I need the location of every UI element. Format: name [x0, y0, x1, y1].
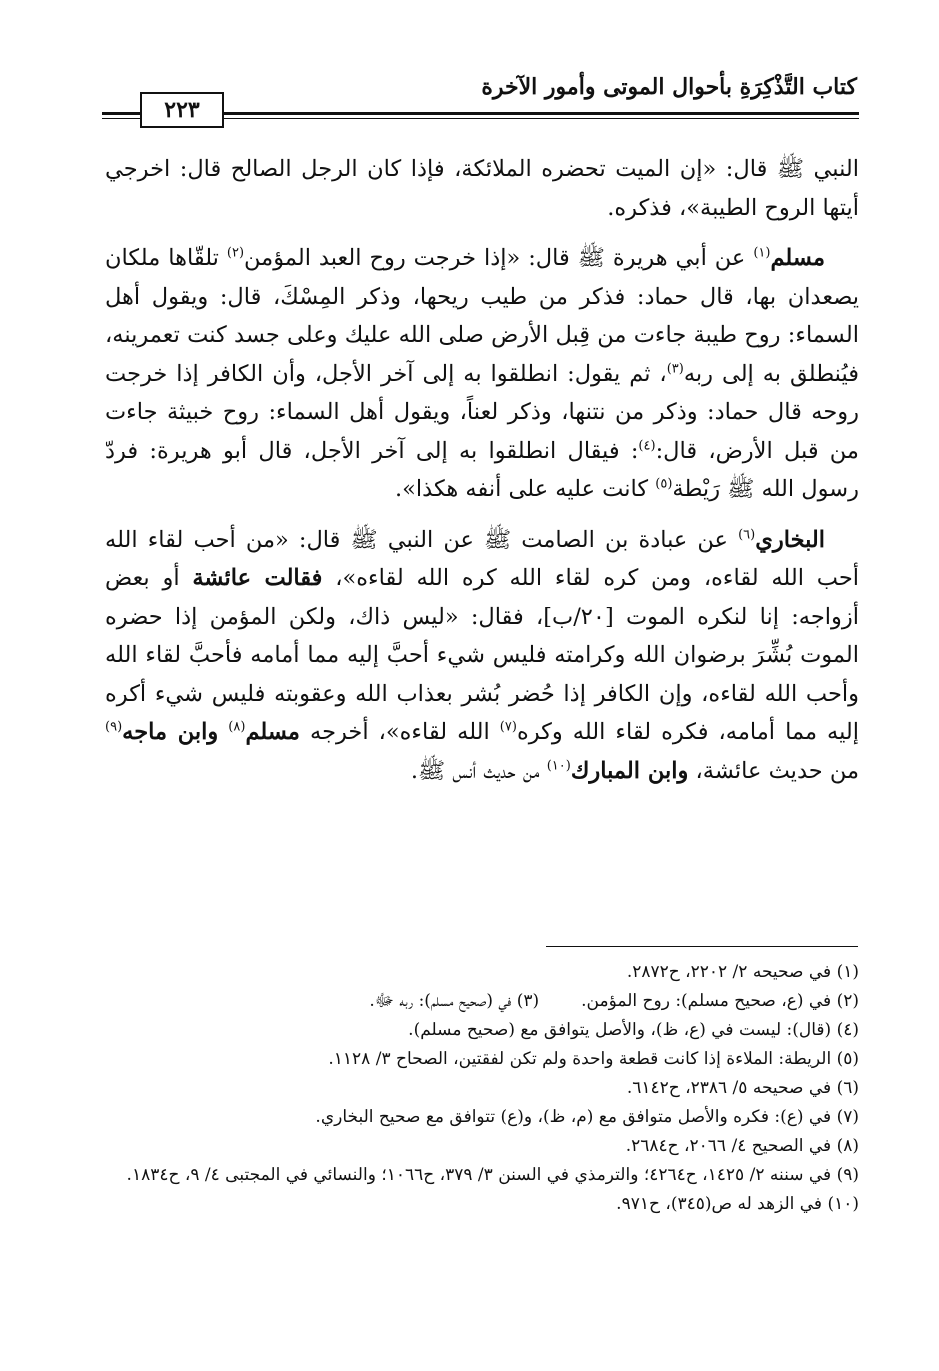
- footnote-7: (٧) في (ع): فكره والأصل متوافق مع (م، ظ)، و(ع) تتوافق مع صحيح البخاري.: [315, 1107, 859, 1127]
- footnote-ref-10: (١٠): [546, 758, 571, 773]
- footnote-ref-7: (٧): [499, 719, 517, 735]
- footnote-9: (٩) في سننه ٢/ ١٤٢٥، ح٤٢٦٤؛ والترمذي في السنن ٣/ ٣٧٩، ح١٠٦٦؛ والنسائي في المجتبى ٤/ ٩، ح١٨٣٤.: [126, 1165, 859, 1185]
- paragraph-1-text: النبي ﷺ قال: «إن الميت تحضره الملائكة، فإذا كان الرجل الصالح قال: اخرجي أيتها الروح الطيبة»، فذكره.: [105, 156, 859, 221]
- footnote-8: (٨) في الصحيح ٤/ ٢٠٦٦، ح٢٦٨٤.: [625, 1136, 859, 1156]
- paragraph-2-text-a: عن أبي هريرة ﷺ قال: «إذا خرجت روح العبد المؤمن: [244, 245, 754, 271]
- paragraph-2: [105, 239, 859, 509]
- footnote-ref-9: (٩): [105, 719, 123, 735]
- main-text: [105, 150, 859, 802]
- footnote-ref-5: (٥): [655, 476, 673, 492]
- footnote-4: (٤) (قال): ليست في (ع، ظ)، والأصل يتوافق مع (صحيح مسلم).: [408, 1020, 859, 1040]
- paragraph-3-text-f: من حديث أنس ﷺ.: [410, 757, 547, 784]
- footnote-5: (٥) الريطة: الملاءة إذا كانت قطعة واحدة ولم تكن لفقتين، الصحاح ٣/ ١١٢٨.: [328, 1049, 859, 1069]
- paragraph-2-text-d: : فيقال انطلقوا به إلى آخر الأجل، قال أبو هريرة: فردّ رسول الله ﷺ رَيْطة: [105, 437, 859, 502]
- paragraph-3-text-e: من حديث عائشة،: [688, 757, 859, 784]
- source-muslim: مسلم: [770, 245, 826, 271]
- footnote-ref-4: (٤): [638, 438, 656, 453]
- footnote-ref-6: (٦): [738, 527, 756, 542]
- paragraph-3-text-b: أو بعض أزواجه: إنا لنكره الموت [٢٠/ب]، فقال: «ليس ذاك، ولكن المؤمن إذا حضره الموت بُشِّرَ برضوان الله وكرامته فليس شيء أحبَّ إليه مما أمامه فأحبَّ لقاء الله وأحب الله لقاءه، وإن الكافر إذا حُضر بُشر بعذاب الله وعقوبته فليس شيء أكره إليه مما أمامه، فكره لقاء الله وكره: [105, 565, 860, 745]
- paragraph-2-text-e: كانت عليه على أنفه هكذا».: [394, 476, 656, 502]
- footnote-ref-8: (٨): [228, 719, 246, 735]
- source-bukhari: البخاري: [755, 526, 825, 553]
- paragraph-2-text-b: تلقّاها ملكان يصعدان بها، قال حماد: فذكر من طيب ريحها، وذكر المِسْكَ، قال: ويقول أهل السماء: روح طيبة جاءت من قِبل الأرض صلى الله عليك وعلى جسد كنت تعمرينه، فيُنطلق به إلى ربه: [105, 245, 859, 387]
- footnote-ref-1: (١): [753, 245, 771, 261]
- paragraph-3-text-c: الله لقاءه»، أخرجه: [300, 719, 500, 745]
- footnote-3: (٣) في (صحيح مسلم): ربه ﷻ.: [369, 991, 540, 1011]
- paragraph-3-text-a: عن عبادة بن الصامت ﷺ عن النبي ﷺ قال: «من أحب لقاء الله أحب الله لقاءه، ومن كره لقاء الله كره الله لقاءه»،: [105, 526, 859, 591]
- page-number: ٢٢٣: [140, 92, 224, 128]
- footnote-1: (١) في صحيحه ٢/ ٢٢٠٢، ح٢٨٧٢.: [626, 962, 859, 982]
- footnote-2: (٢) في (ع، صحيح مسلم): روح المؤمن.: [581, 991, 859, 1011]
- paragraph-3-bold-aisha: فقالت عائشة: [192, 565, 323, 591]
- footnote-ref-2: (٢): [226, 245, 245, 261]
- paragraph-3: [105, 521, 859, 791]
- footnote-10: (١٠) في الزهد له ص(٣٤٥)، ح٩٧١.: [616, 1194, 859, 1214]
- footnote-separator: [546, 946, 858, 947]
- footnote-6: (٦) في صحيحه ٥/ ٢٣٨٦، ح٦١٤٢.: [626, 1078, 859, 1098]
- paragraph-3-text-d: [218, 719, 228, 745]
- paragraph-1: [105, 150, 859, 227]
- footnote-row-2-3: [105, 987, 859, 1016]
- source-ibn-majah: وابن ماجه: [122, 719, 219, 745]
- source-muslim-2: مسلم: [245, 719, 300, 745]
- footnote-ref-3: (٣): [666, 361, 684, 376]
- paragraph-2-text-c: ، ثم يقول: انطلقوا به إلى آخر الأجل، وأن الكافر إذا خرجت روحه قال حماد: وذكر من نتنها، وذكر لعناً، ويقول أهل السماء: روح خبيثة جاءت من قبل الأرض، قال:: [105, 360, 859, 464]
- source-ibn-mubarak: وابن المبارك: [570, 757, 689, 784]
- running-header-title: كتاب التَّذْكِرَةِ بأحوال الموتى وأمور الآخرة: [481, 74, 857, 100]
- footnotes: [105, 958, 859, 1219]
